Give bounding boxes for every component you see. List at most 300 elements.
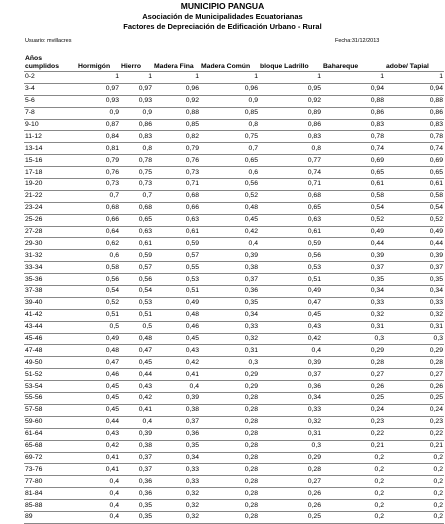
- age-cell: 65-68: [24, 440, 77, 452]
- report-subtitle-association: Asociación de Municipalidades Ecuatorianas: [142, 12, 303, 21]
- factor-cell: 0,45: [153, 333, 200, 345]
- factor-cell: 0,53: [120, 297, 153, 309]
- factor-cell: 1: [200, 72, 259, 84]
- table-row: [24, 179, 444, 191]
- factor-cell: 0,39: [385, 250, 444, 262]
- factor-cell: 0,37: [259, 369, 322, 381]
- factor-cell: 0,92: [153, 95, 200, 107]
- factor-cell: 0,61: [259, 226, 322, 238]
- factor-cell: 0,41: [120, 404, 153, 416]
- factor-cell: 0,39: [200, 250, 259, 262]
- factor-cell: 0,27: [385, 369, 444, 381]
- table-row: [24, 309, 444, 321]
- factor-cell: 0,88: [322, 95, 385, 107]
- factor-cell: 0,28: [259, 464, 322, 476]
- table-row: [24, 107, 444, 119]
- factor-cell: 0,27: [259, 476, 322, 488]
- factor-cell: 0,3: [385, 333, 444, 345]
- factor-cell: 0,33: [153, 476, 200, 488]
- factor-cell: 0,45: [77, 381, 120, 393]
- factor-cell: 0,54: [77, 286, 120, 298]
- factor-cell: 1: [322, 72, 385, 84]
- factor-cell: 0,34: [322, 286, 385, 298]
- age-cell: 47-48: [24, 345, 77, 357]
- age-cell: 5-6: [24, 95, 77, 107]
- factor-cell: 0,26: [385, 381, 444, 393]
- table-row: [24, 404, 444, 416]
- factor-cell: 0,75: [200, 131, 259, 143]
- factor-cell: 0,43: [153, 345, 200, 357]
- factor-cell: 0,37: [153, 416, 200, 428]
- factor-cell: 0,28: [200, 500, 259, 512]
- factor-cell: 0,51: [259, 274, 322, 286]
- factor-cell: 0,36: [120, 488, 153, 500]
- factor-cell: 0,28: [200, 440, 259, 452]
- factor-cell: 0,68: [120, 202, 153, 214]
- factor-cell: 1: [120, 72, 153, 84]
- factor-cell: 0,33: [259, 404, 322, 416]
- factor-cell: 0,45: [200, 214, 259, 226]
- factor-cell: 0,42: [200, 226, 259, 238]
- factor-cell: 0,97: [77, 83, 120, 95]
- factor-cell: 0,75: [120, 167, 153, 179]
- factor-cell: 0,73: [153, 167, 200, 179]
- table-row: [24, 262, 444, 274]
- factor-cell: 0,51: [77, 309, 120, 321]
- factor-cell: 0,63: [153, 214, 200, 226]
- table-row: [24, 95, 444, 107]
- factor-cell: 0,74: [322, 143, 385, 155]
- factor-cell: 0,43: [77, 428, 120, 440]
- factor-cell: 0,96: [200, 83, 259, 95]
- factor-cell: 0,43: [120, 381, 153, 393]
- factor-cell: 0,58: [77, 262, 120, 274]
- factor-cell: 1: [77, 72, 120, 84]
- table-row: [24, 143, 444, 155]
- factor-cell: 0,2: [385, 511, 444, 523]
- table-row: [24, 476, 444, 488]
- factor-cell: 0,39: [259, 357, 322, 369]
- factor-cell: 0,88: [153, 107, 200, 119]
- report-title: MUNICIPIO PANGUA: [180, 1, 265, 11]
- factor-cell: 0,9: [200, 95, 259, 107]
- factor-cell: 0,94: [385, 83, 444, 95]
- factor-cell: 0,48: [153, 309, 200, 321]
- factor-cell: 0,39: [153, 393, 200, 405]
- factor-cell: 0,85: [153, 119, 200, 131]
- factor-cell: 0,33: [322, 297, 385, 309]
- factor-cell: 0,32: [259, 416, 322, 428]
- factor-cell: 0,27: [322, 369, 385, 381]
- factor-cell: 0,71: [259, 179, 322, 191]
- factor-cell: 0,34: [385, 286, 444, 298]
- factor-cell: 0,2: [385, 476, 444, 488]
- factor-cell: 0,35: [153, 440, 200, 452]
- factor-cell: 0,61: [322, 179, 385, 191]
- factor-cell: 0,8: [200, 119, 259, 131]
- factor-cell: 0,42: [259, 333, 322, 345]
- factor-cell: 0,69: [322, 155, 385, 167]
- table-row: [24, 488, 444, 500]
- factor-cell: 0,3: [259, 440, 322, 452]
- age-cell: 17-18: [24, 167, 77, 179]
- factor-cell: 0,36: [200, 286, 259, 298]
- factor-cell: 0,68: [77, 202, 120, 214]
- factor-cell: 0,49: [77, 333, 120, 345]
- factor-cell: 0,33: [200, 321, 259, 333]
- factor-cell: 0,8: [120, 143, 153, 155]
- factor-cell: 0,65: [322, 167, 385, 179]
- age-cell: 89: [24, 511, 77, 523]
- table-row: [24, 83, 444, 95]
- factor-cell: 0,36: [120, 476, 153, 488]
- factor-cell: 0,38: [200, 262, 259, 274]
- age-cell: 19-20: [24, 179, 77, 191]
- age-cell: 69-72: [24, 452, 77, 464]
- factor-cell: 0,76: [77, 167, 120, 179]
- factor-cell: 0,9: [120, 107, 153, 119]
- factor-cell: 0,23: [322, 416, 385, 428]
- factor-cell: 0,37: [200, 274, 259, 286]
- factor-cell: 0,61: [120, 238, 153, 250]
- table-row: [24, 440, 444, 452]
- factor-cell: 0,78: [385, 131, 444, 143]
- factor-cell: 0,2: [322, 476, 385, 488]
- factor-cell: 0,38: [153, 404, 200, 416]
- factor-cell: 0,2: [322, 488, 385, 500]
- age-cell: 25-26: [24, 214, 77, 226]
- table-row: [24, 428, 444, 440]
- factor-cell: 0,86: [120, 119, 153, 131]
- factor-cell: 0,35: [200, 297, 259, 309]
- factor-cell: 0,39: [322, 250, 385, 262]
- factor-cell: 0,42: [77, 440, 120, 452]
- factor-cell: 0,33: [385, 297, 444, 309]
- age-cell: 7-8: [24, 107, 77, 119]
- factor-cell: 0,74: [385, 143, 444, 155]
- factor-cell: 0,2: [385, 488, 444, 500]
- factor-cell: 0,52: [200, 190, 259, 202]
- factor-cell: 0,62: [77, 238, 120, 250]
- factor-cell: 0,55: [153, 262, 200, 274]
- factor-cell: 0,36: [153, 428, 200, 440]
- age-cell: 85-88: [24, 500, 77, 512]
- table-row: [24, 321, 444, 333]
- factor-cell: 0,32: [200, 333, 259, 345]
- table-row: [24, 416, 444, 428]
- factor-cell: 0,49: [322, 226, 385, 238]
- factor-cell: 0,31: [385, 321, 444, 333]
- column-header-age: Años cumplidos: [24, 53, 77, 72]
- age-cell: 23-24: [24, 202, 77, 214]
- factor-cell: 0,93: [77, 95, 120, 107]
- factor-cell: 0,29: [200, 369, 259, 381]
- factor-cell: 0,44: [77, 416, 120, 428]
- depreciation-table: [24, 53, 444, 524]
- factor-cell: 0,96: [153, 83, 200, 95]
- factor-cell: 0,4: [77, 511, 120, 523]
- factor-cell: 0,83: [259, 131, 322, 143]
- factor-cell: 0,87: [77, 119, 120, 131]
- factor-cell: 0,41: [153, 369, 200, 381]
- factor-cell: 0,31: [322, 321, 385, 333]
- factor-cell: 0,56: [259, 250, 322, 262]
- factor-cell: 0,48: [120, 333, 153, 345]
- factor-cell: 0,4: [200, 238, 259, 250]
- factor-cell: 0,49: [385, 226, 444, 238]
- factor-cell: 0,31: [259, 428, 322, 440]
- factor-cell: 0,26: [322, 381, 385, 393]
- table-row: [24, 369, 444, 381]
- factor-cell: 0,7: [77, 190, 120, 202]
- factor-cell: 0,41: [77, 464, 120, 476]
- table-row: [24, 452, 444, 464]
- factor-cell: 0,44: [120, 369, 153, 381]
- column-header-brick-block: bloque Ladrillo: [259, 53, 322, 72]
- factor-cell: 0,52: [385, 214, 444, 226]
- table-row: [24, 155, 444, 167]
- factor-cell: 0,32: [385, 309, 444, 321]
- factor-cell: 0,83: [120, 131, 153, 143]
- age-cell: 57-58: [24, 404, 77, 416]
- age-cell: 33-34: [24, 262, 77, 274]
- column-header-iron: Hierro: [120, 53, 153, 72]
- factor-cell: 0,4: [77, 476, 120, 488]
- factor-cell: 0,29: [200, 381, 259, 393]
- factor-cell: 0,92: [259, 95, 322, 107]
- factor-cell: 0,4: [259, 345, 322, 357]
- factor-cell: 0,69: [385, 155, 444, 167]
- factor-cell: 0,28: [200, 428, 259, 440]
- factor-cell: 0,29: [385, 345, 444, 357]
- factor-cell: 0,21: [385, 440, 444, 452]
- factor-cell: 0,37: [120, 452, 153, 464]
- factor-cell: 1: [153, 72, 200, 84]
- factor-cell: 0,24: [322, 404, 385, 416]
- factor-cell: 0,28: [385, 357, 444, 369]
- factor-cell: 0,44: [322, 238, 385, 250]
- age-cell: 35-36: [24, 274, 77, 286]
- age-cell: 49-50: [24, 357, 77, 369]
- factor-cell: 0,48: [77, 345, 120, 357]
- factor-cell: 0,28: [322, 357, 385, 369]
- factor-cell: 0,54: [322, 202, 385, 214]
- factor-cell: 0,23: [385, 416, 444, 428]
- factor-cell: 0,63: [120, 226, 153, 238]
- table-row: [24, 297, 444, 309]
- factor-cell: 0,68: [153, 190, 200, 202]
- factor-cell: 0,83: [322, 119, 385, 131]
- factor-cell: 0,2: [322, 511, 385, 523]
- factor-cell: 0,63: [259, 214, 322, 226]
- table-header-row: [24, 53, 444, 72]
- factor-cell: 0,88: [385, 95, 444, 107]
- factor-cell: 0,4: [153, 381, 200, 393]
- factor-cell: 0,64: [77, 226, 120, 238]
- factor-cell: 0,5: [120, 321, 153, 333]
- factor-cell: 0,34: [200, 309, 259, 321]
- factor-cell: 0,9: [77, 107, 120, 119]
- age-cell: 15-16: [24, 155, 77, 167]
- factor-cell: 0,52: [77, 297, 120, 309]
- column-header-concrete: Hormigón: [77, 53, 120, 72]
- factor-cell: 0,28: [200, 464, 259, 476]
- factor-cell: 0,57: [153, 250, 200, 262]
- factor-cell: 0,85: [200, 107, 259, 119]
- factor-cell: 0,34: [259, 393, 322, 405]
- age-cell: 77-80: [24, 476, 77, 488]
- factor-cell: 0,28: [200, 416, 259, 428]
- table-row: [24, 500, 444, 512]
- age-cell: 31-32: [24, 250, 77, 262]
- factor-cell: 0,2: [322, 464, 385, 476]
- age-cell: 13-14: [24, 143, 77, 155]
- age-cell: 59-60: [24, 416, 77, 428]
- age-cell: 9-10: [24, 119, 77, 131]
- factor-cell: 0,7: [120, 190, 153, 202]
- factor-cell: 0,32: [153, 511, 200, 523]
- age-cell: 0-2: [24, 72, 77, 84]
- factor-cell: 0,25: [259, 511, 322, 523]
- factor-cell: 0,38: [120, 440, 153, 452]
- factor-cell: 0,51: [120, 309, 153, 321]
- factor-cell: 0,28: [200, 393, 259, 405]
- factor-cell: 0,71: [153, 179, 200, 191]
- factor-cell: 0,29: [259, 452, 322, 464]
- factor-cell: 0,37: [385, 262, 444, 274]
- factor-cell: 0,32: [322, 309, 385, 321]
- factor-cell: 0,66: [153, 202, 200, 214]
- table-row: [24, 274, 444, 286]
- factor-cell: 0,45: [120, 357, 153, 369]
- age-cell: 39-40: [24, 297, 77, 309]
- age-cell: 51-52: [24, 369, 77, 381]
- factor-cell: 0,28: [200, 511, 259, 523]
- table-row: [24, 214, 444, 226]
- column-header-adobe: adobe/ Tapial: [385, 53, 444, 72]
- factor-cell: 0,25: [385, 393, 444, 405]
- factor-cell: 0,77: [259, 155, 322, 167]
- factor-cell: 0,45: [77, 404, 120, 416]
- table-row: [24, 72, 444, 84]
- factor-cell: 0,47: [120, 345, 153, 357]
- factor-cell: 0,2: [385, 500, 444, 512]
- factor-cell: 0,78: [322, 131, 385, 143]
- factor-cell: 0,36: [259, 381, 322, 393]
- factor-cell: 0,86: [385, 107, 444, 119]
- factor-cell: 0,28: [200, 452, 259, 464]
- age-cell: 53-54: [24, 381, 77, 393]
- factor-cell: 0,34: [153, 452, 200, 464]
- factor-cell: 0,59: [153, 238, 200, 250]
- factor-cell: 0,28: [200, 476, 259, 488]
- age-cell: 81-84: [24, 488, 77, 500]
- table-row: [24, 333, 444, 345]
- factor-cell: 1: [385, 72, 444, 84]
- factor-cell: 0,86: [322, 107, 385, 119]
- column-header-common-wood: Madera Común: [200, 53, 259, 72]
- factor-cell: 0,35: [120, 500, 153, 512]
- report-subtitle-factors: Factores de Depreciación de Edificación Urbano - Rural: [123, 22, 322, 31]
- factor-cell: 0,79: [153, 143, 200, 155]
- factor-cell: 0,35: [120, 511, 153, 523]
- factor-cell: 0,6: [200, 167, 259, 179]
- age-cell: 27-28: [24, 226, 77, 238]
- factor-cell: 0,35: [385, 274, 444, 286]
- factor-cell: 0,94: [322, 83, 385, 95]
- factor-cell: 0,2: [322, 452, 385, 464]
- factor-cell: 0,35: [322, 274, 385, 286]
- factor-cell: 0,61: [385, 179, 444, 191]
- table-row: [24, 250, 444, 262]
- factor-cell: 0,61: [153, 226, 200, 238]
- factor-cell: 0,33: [153, 464, 200, 476]
- factor-cell: 0,48: [200, 202, 259, 214]
- factor-cell: 0,46: [77, 369, 120, 381]
- factor-cell: 0,93: [120, 95, 153, 107]
- table-row: [24, 190, 444, 202]
- factor-cell: 0,73: [77, 179, 120, 191]
- factor-cell: 0,22: [322, 428, 385, 440]
- factor-cell: 0,8: [259, 143, 322, 155]
- table-row: [24, 393, 444, 405]
- factor-cell: 0,49: [259, 286, 322, 298]
- factor-cell: 0,28: [200, 488, 259, 500]
- factor-cell: 0,32: [153, 500, 200, 512]
- user-label: Usuario: mvillacres: [25, 38, 72, 44]
- factor-cell: 0,42: [153, 357, 200, 369]
- factor-cell: 0,6: [77, 250, 120, 262]
- factor-cell: 0,2: [385, 452, 444, 464]
- factor-cell: 0,29: [322, 345, 385, 357]
- factor-cell: 0,66: [77, 214, 120, 226]
- factor-cell: 0,65: [120, 214, 153, 226]
- factor-cell: 0,24: [385, 404, 444, 416]
- factor-cell: 0,56: [120, 274, 153, 286]
- factor-cell: 0,4: [120, 416, 153, 428]
- factor-cell: 0,41: [77, 452, 120, 464]
- factor-cell: 0,97: [120, 83, 153, 95]
- factor-cell: 0,4: [77, 488, 120, 500]
- age-cell: 21-22: [24, 190, 77, 202]
- factor-cell: 0,26: [259, 500, 322, 512]
- factor-cell: 0,65: [259, 202, 322, 214]
- factor-cell: 0,59: [120, 250, 153, 262]
- factor-cell: 0,28: [200, 404, 259, 416]
- factor-cell: 0,83: [385, 119, 444, 131]
- age-cell: 11-12: [24, 131, 77, 143]
- factor-cell: 0,25: [322, 393, 385, 405]
- factor-cell: 0,26: [259, 488, 322, 500]
- factor-cell: 0,5: [77, 321, 120, 333]
- factor-cell: 0,78: [120, 155, 153, 167]
- table-row: [24, 202, 444, 214]
- factor-cell: 0,45: [77, 393, 120, 405]
- factor-cell: 0,42: [120, 393, 153, 405]
- factor-cell: 0,56: [200, 179, 259, 191]
- factor-cell: 0,31: [200, 345, 259, 357]
- table-row: [24, 167, 444, 179]
- table-row: [24, 511, 444, 523]
- factor-cell: 0,59: [259, 238, 322, 250]
- factor-cell: 0,68: [259, 190, 322, 202]
- table-row: [24, 357, 444, 369]
- factor-cell: 0,95: [259, 83, 322, 95]
- factor-cell: 0,81: [77, 143, 120, 155]
- factor-cell: 0,49: [153, 297, 200, 309]
- table-row: [24, 119, 444, 131]
- factor-cell: 0,58: [322, 190, 385, 202]
